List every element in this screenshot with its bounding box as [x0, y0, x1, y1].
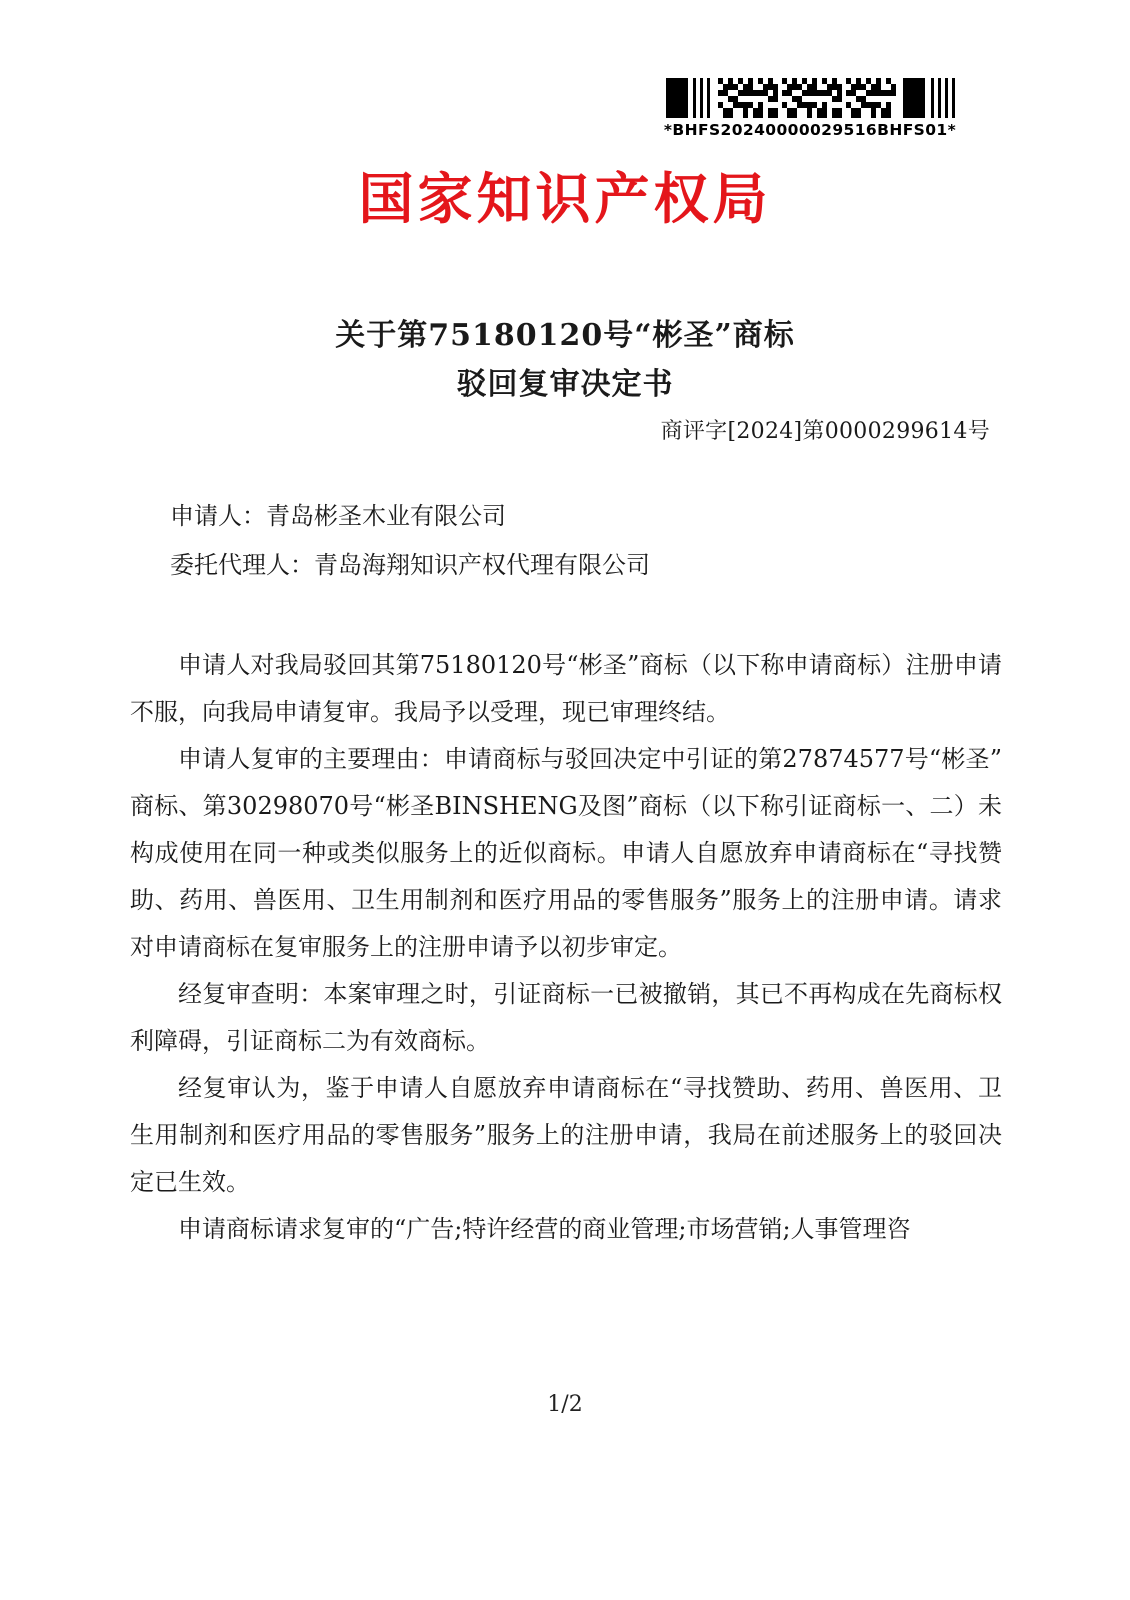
page-number: 1/2: [547, 1392, 583, 1417]
applicant-line: 申请人：青岛彬圣木业有限公司: [170, 502, 506, 530]
body-paragraph-1: 申请人对我局驳回其第75180120号“彬圣”商标（以下称申请商标）注册申请不服，向我局申请复审。我局予以受理，现已审理终结。: [130, 651, 1002, 727]
agency-title: 国家知识产权局: [358, 167, 772, 231]
body-paragraph-3: 经复审查明：本案审理之时，引证商标一已被撤销，其已不再构成在先商标权利障碍，引证商标二为有效商标。: [130, 980, 1002, 1056]
barcode-icon: [660, 78, 960, 118]
document-body: [130, 642, 1002, 1253]
reference-number: 商评字[2024]第0000299614号: [660, 419, 990, 444]
document-title-line-1: 关于第75180120号“彬圣”商标: [335, 318, 795, 353]
body-paragraph-5-truncated: 申请商标请求复审的“广告;特许经营的商业管理;市场营销;人事管理咨: [178, 1215, 911, 1244]
parties-block: [170, 492, 1000, 590]
barcode-block: [650, 78, 970, 139]
document-title-line-2: 驳回复审决定书: [456, 366, 674, 402]
body-paragraph-2: 申请人复审的主要理由：申请商标与驳回决定中引证的第27874577号“彬圣”商标、第30298070号“彬圣BINSHENG及图”商标（以下称引证商标一、二）未构成使用在同一种或类似服务上的近似商标。申请人自愿放弃申请商标在“寻找赞助、药用、兽医用、卫生用制剂和医疗用品的零售服务”服务上的注册申请。请求对申请商标在复审服务上的注册申请予以初步审定。: [130, 745, 1002, 962]
document-title: [0, 312, 1130, 409]
agent-line: 委托代理人：青岛海翔知识产权代理有限公司: [170, 551, 650, 580]
barcode-text: *BHFS20240000029516BHFS01*: [663, 121, 957, 139]
body-paragraph-4: 经复审认为，鉴于申请人自愿放弃申请商标在“寻找赞助、药用、兽医用、卫生用制剂和医疗用品的零售服务”服务上的注册申请，我局在前述服务上的驳回决定已生效。: [130, 1074, 1002, 1197]
